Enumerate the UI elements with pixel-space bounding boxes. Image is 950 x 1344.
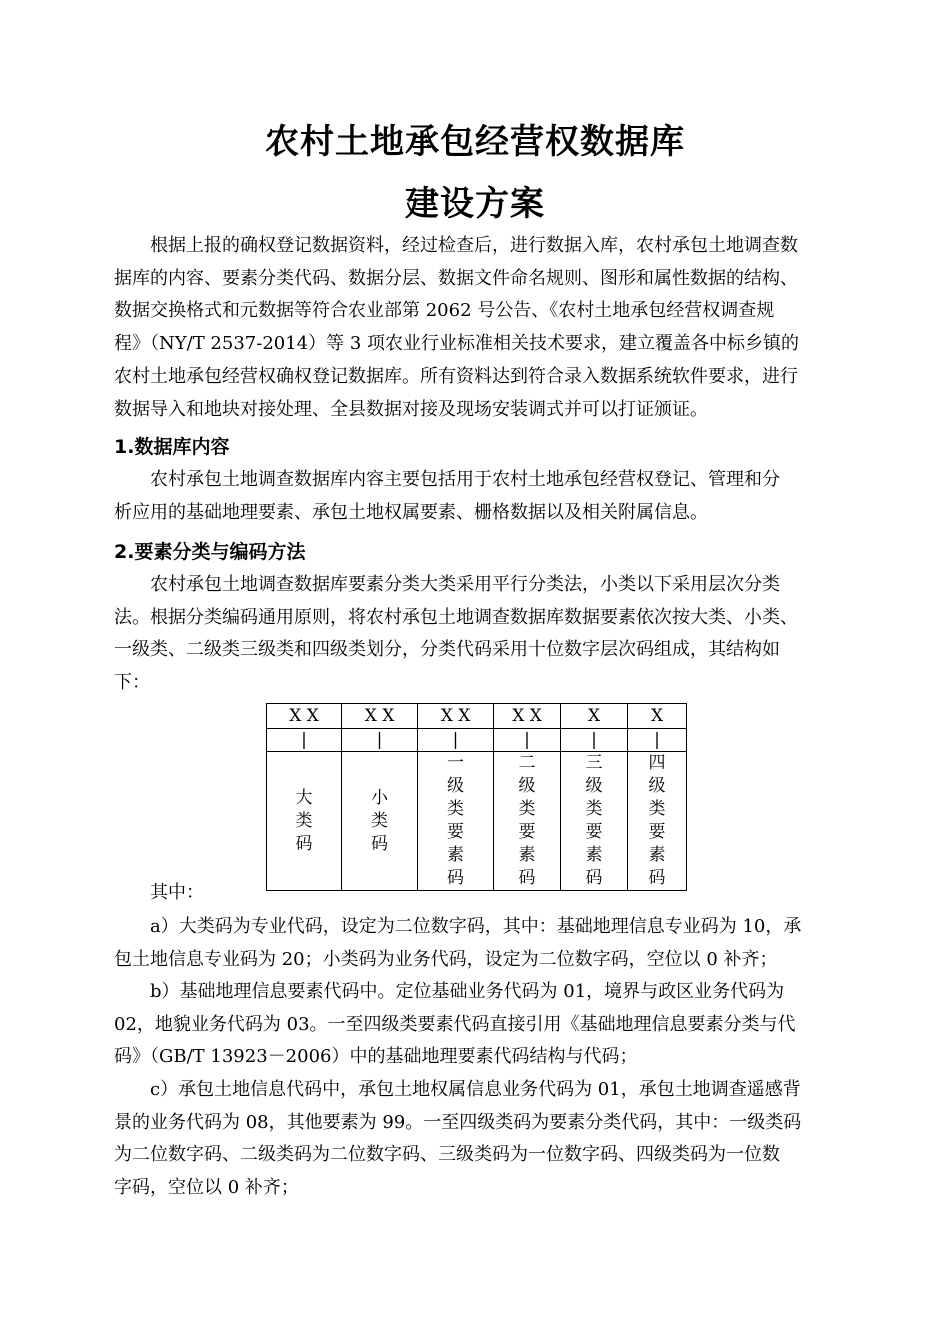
text-line: 农村承包土地调查数据库要素分类大类采用平行分类法，小类以下采用层次分类 [150,574,780,595]
text-line: 数据导入和地块对接处理、全县数据对接及现场安装调式并可以打证颁证。 [114,398,708,420]
text-line: 下： [114,672,150,694]
text-line: 析应用的基础地理要素、承包土地权属要素、栅格数据以及相关附属信息。 [114,501,708,523]
label-cell [267,752,342,891]
text-line: 农村承包土地调查数据库内容主要包括用于农村土地承包经营权登记、管理和分 [150,469,780,490]
text-line: 包土地信息专业码为 20；小类码为业务代码，设定为二位数字码，空位以 0 补齐； [114,948,778,970]
code-cell: X X [418,704,494,729]
label-text: 二级类要素码 [518,753,536,888]
intro-paragraph [114,230,836,426]
section-heading-2: 2.要素分类与编码方法 [114,541,306,563]
section2-paragraph [114,569,836,700]
text-line: 法。根据分类编码通用原则，将农村承包土地调查数据库数据要素依次按大类、小类、 [114,606,798,628]
text-line: 程》（NY/T 2537-2014）等 3 项农业行业标准相关技术要求，建立覆盖各中标乡镇的 [114,333,800,355]
section1-paragraph [114,464,836,529]
label-cell [418,752,494,891]
label-cell [494,752,561,891]
label-text: 小类码 [371,787,388,854]
item-c-paragraph [114,1074,836,1205]
code-cell: X [628,704,687,729]
document-subtitle: 建设方案 [405,184,545,224]
bar-cell: | [267,729,342,752]
text-line: 农村土地承包经营权确权登记数据库。所有资料达到符合录入数据系统软件要求，进行 [114,365,798,387]
bar-cell: | [628,729,687,752]
code-cell: X X [494,704,561,729]
where-label-line [114,877,836,910]
text-line: a）大类码为专业代码，设定为二位数字码，其中：基础地理信息专业码为 10，承 [150,916,802,937]
text-line: 根据上报的确权登记数据资料，经过检查后，进行数据入库，农村承包土地调查数 [150,235,798,256]
code-structure-table [266,703,687,891]
text-line: 景的业务代码为 08，其他要素为 99。一至四级类码为要素分类代码，其中：一级类码 [114,1111,802,1133]
code-row [267,704,687,729]
item-b-paragraph [114,976,836,1074]
code-cell: X X [342,704,418,729]
document-title: 农村土地承包经营权数据库 [265,122,685,162]
label-cell [628,752,687,891]
label-text: 三级类要素码 [585,753,603,888]
text-line: 数据交换格式和元数据等符合农业部第 2062 号公告、《农村土地承包经营权调查规 [114,300,775,322]
code-cell: X [561,704,628,729]
text-line: 字码，空位以 0 补齐； [114,1177,299,1199]
label-text: 一级类要素码 [447,753,464,888]
bar-cell: | [561,729,628,752]
text-line: 据库的内容、要素分类代码、数据分层、数据文件命名规则、图形和属性数据的结构、 [114,267,798,289]
bar-cell: | [342,729,418,752]
bar-row [267,729,687,752]
bar-cell: | [494,729,561,752]
label-text: 大类码 [295,787,313,854]
text-line: 02，地貌业务代码为 03。一至四级类要素代码直接引用《基础地理信息要素分类与代 [114,1013,796,1035]
label-cell [342,752,418,891]
bar-cell: | [418,729,494,752]
label-text: 四级类要素码 [648,753,666,888]
section-heading-1: 1.数据库内容 [114,436,230,458]
text-line: c）承包土地信息代码中，承包土地权属信息业务代码为 01，承包土地调查遥感背 [150,1079,801,1100]
text-line: 为二位数字码、二级类码为二位数字码、三级类码为一位数字码、四级类码为一位数 [114,1144,780,1166]
text-line: b）基础地理信息要素代码中。定位基础业务代码为 01，境界与政区业务代码为 [150,981,785,1002]
text-line: 码》（GB/T 13923－2006）中的基础地理要素代码结构与代码； [114,1046,638,1068]
text-line: 一级类、二级类三级类和四级类划分，分类代码采用十位数字层次码组成，其结构如 [114,639,780,661]
label-cell [561,752,628,891]
label-row [267,752,687,891]
code-cell: X X [267,704,342,729]
where-label: 其中： [150,882,204,903]
item-a-paragraph [114,911,836,976]
